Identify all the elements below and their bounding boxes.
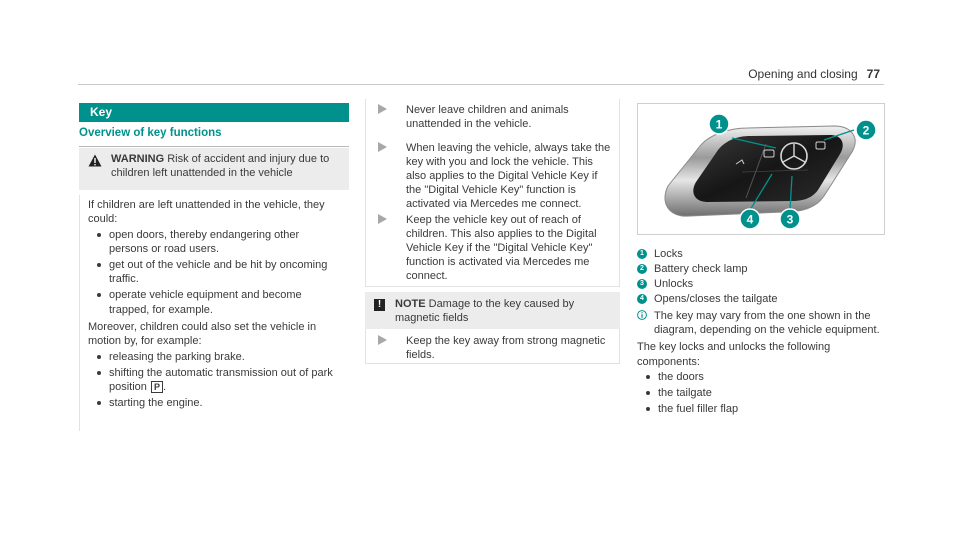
warning-label: WARNING bbox=[111, 153, 165, 165]
list-item-text: shifting the automatic transmission out of park position bbox=[109, 366, 333, 393]
list-item: get out of the vehicle and be hit by oncoming traffic. bbox=[88, 258, 341, 286]
list-item: open doors, thereby endangering other persons or road users. bbox=[88, 228, 341, 256]
warning-body bbox=[79, 195, 349, 431]
warning-instructions bbox=[365, 99, 620, 287]
legend-item bbox=[637, 247, 887, 261]
instruction-text: Keep the vehicle key out of reach of children. This also applies to the Digital Vehicle Key if the "Digital Vehicle Key" function is activated via Mercedes me connect. bbox=[406, 214, 597, 283]
key-figure bbox=[637, 103, 885, 235]
park-position-symbol: P bbox=[151, 381, 163, 393]
arrow-right-icon bbox=[376, 335, 388, 345]
list-item: the tailgate bbox=[637, 386, 887, 400]
legend-text: Locks bbox=[654, 248, 683, 260]
legend-text: Battery check lamp bbox=[654, 263, 748, 276]
legend-number: 4 bbox=[637, 294, 647, 304]
callout-4 bbox=[740, 209, 760, 229]
legend-text: Opens/closes the tailgate bbox=[654, 293, 778, 306]
callout-1 bbox=[709, 114, 729, 134]
instruction-text: Never leave children and animals unattended in the vehicle. bbox=[406, 104, 569, 131]
list-item: operate vehicle equipment and become trapped, for example. bbox=[88, 288, 341, 316]
warning-box bbox=[79, 148, 349, 190]
header-rule bbox=[78, 84, 884, 85]
components-intro: The key locks and unlocks the following components: bbox=[637, 341, 831, 368]
page-header bbox=[748, 67, 880, 82]
legend-number: 2 bbox=[637, 264, 647, 274]
note-text: Damage to the key caused by magnetic fields bbox=[395, 298, 575, 325]
warning-triangle-icon bbox=[88, 154, 102, 167]
arrow-right-icon bbox=[376, 214, 388, 224]
arrow-right-icon bbox=[376, 142, 388, 152]
list-item: starting the engine. bbox=[88, 396, 341, 410]
subheading: Overview of key functions bbox=[79, 126, 349, 147]
svg-text:4: 4 bbox=[746, 212, 754, 227]
exclamation-square-icon: ! bbox=[374, 299, 385, 311]
legend-number: 3 bbox=[637, 279, 647, 289]
callout-2 bbox=[856, 120, 876, 140]
list-item: releasing the parking brake. bbox=[88, 350, 341, 364]
list-item: the fuel filler flap bbox=[637, 402, 887, 416]
list-item: the doors bbox=[637, 370, 887, 384]
instruction-text: Keep the key away from strong magnetic fields. bbox=[406, 335, 606, 362]
instruction-item bbox=[366, 213, 618, 283]
legend-text: Unlocks bbox=[654, 278, 694, 291]
svg-text:2: 2 bbox=[862, 123, 870, 138]
legend-item bbox=[637, 277, 887, 291]
legend-number: 1 bbox=[637, 249, 647, 259]
svg-text:1: 1 bbox=[715, 117, 723, 132]
note-body bbox=[365, 329, 620, 364]
page-number: 77 bbox=[866, 67, 880, 81]
figure-legend bbox=[637, 247, 887, 418]
vehicle-key-illustration bbox=[638, 104, 884, 234]
chapter-title: Opening and closing bbox=[748, 67, 858, 81]
list-item bbox=[88, 366, 341, 394]
moreover-text: Moreover, children could also set the vehicle in motion by, for example: bbox=[88, 320, 317, 347]
warning-text: Risk of accident and injury due to children left unattended in the vehicle bbox=[111, 153, 330, 180]
info-text: The key may vary from the one shown in the diagram, depending on the vehicle equipment. bbox=[654, 310, 880, 337]
info-note bbox=[637, 309, 887, 337]
intro-text: If children are left unattended in the vehicle, they could: bbox=[88, 199, 325, 226]
park-suffix: . bbox=[163, 380, 167, 393]
instruction-item bbox=[366, 103, 618, 131]
legend-item bbox=[637, 262, 887, 276]
arrow-right-icon bbox=[376, 104, 388, 114]
instruction-text: When leaving the vehicle, always take the key with you and lock the vehicle. This also applies to the Digital Vehicle Key if the "Digital Vehicle Key" function is activated via Mercedes me connect. bbox=[406, 142, 611, 211]
legend-item bbox=[637, 292, 887, 306]
svg-text:3: 3 bbox=[786, 212, 794, 227]
note-box bbox=[365, 292, 620, 329]
note-label: NOTE bbox=[395, 298, 426, 310]
section-title: Key bbox=[79, 103, 349, 122]
instruction-item bbox=[366, 141, 618, 211]
info-circle-icon bbox=[637, 310, 647, 320]
callout-3 bbox=[780, 209, 800, 229]
instruction-item bbox=[366, 334, 618, 362]
